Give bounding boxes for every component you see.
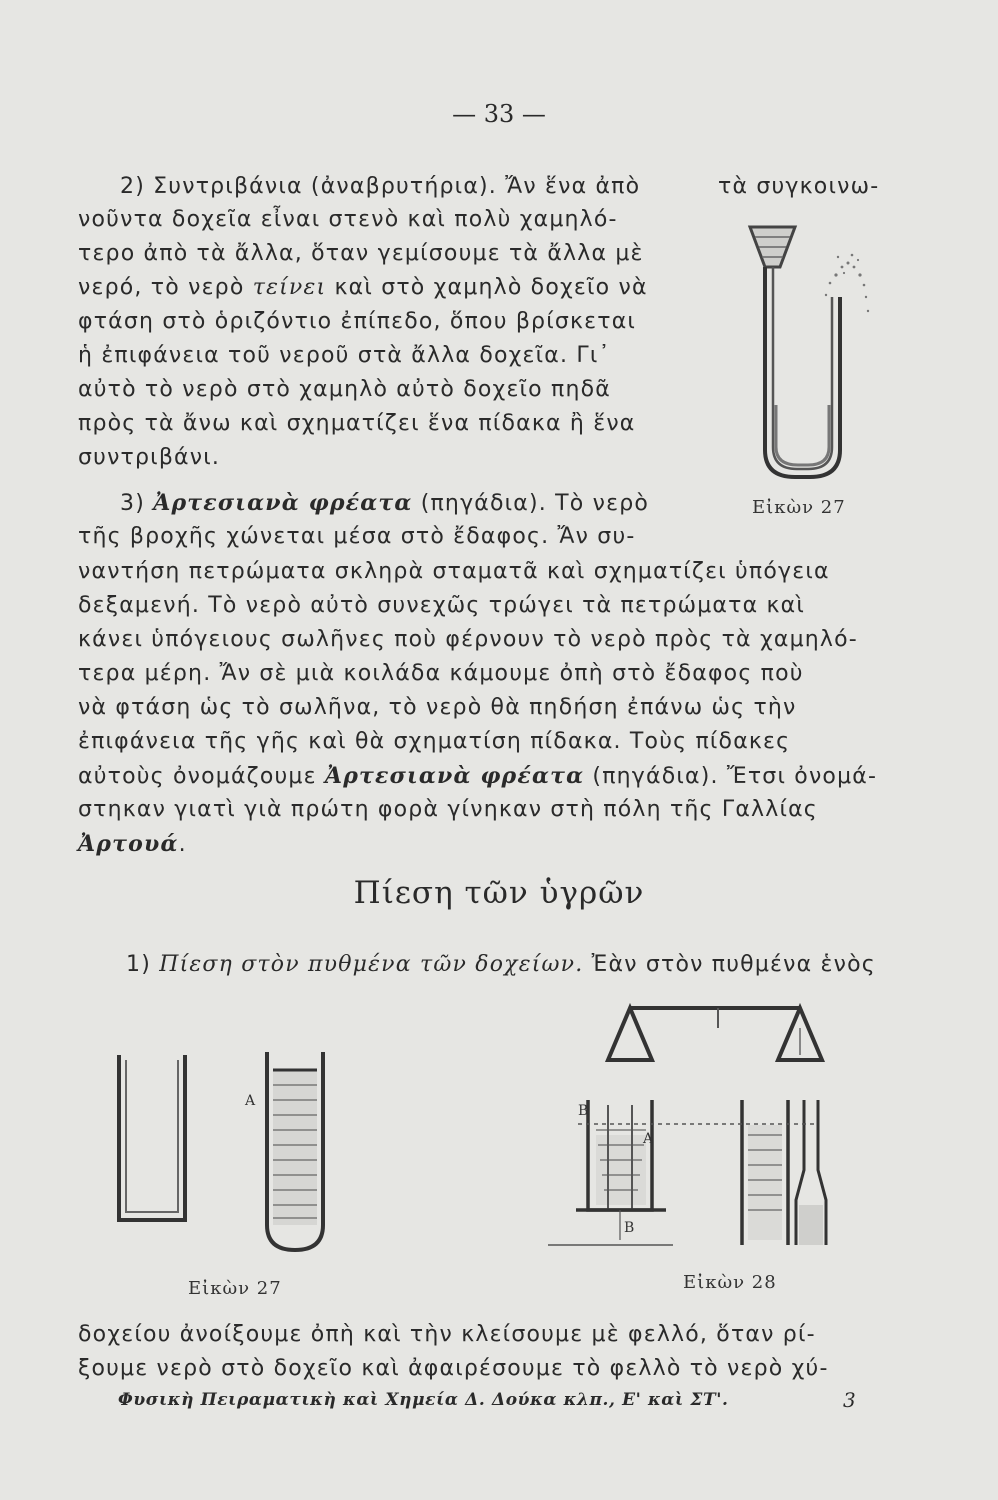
- figure-caption: Εἰκὼν 27: [752, 497, 846, 518]
- text-span: .: [178, 832, 187, 857]
- text-span: αὐτοὺς ὀνομάζουμε: [78, 764, 325, 789]
- text-span: νερό, τὸ νερὸ: [78, 275, 253, 300]
- text-line: [120, 488, 649, 519]
- text-line: πρὸς τὰ ἄνω καὶ σχηματίζει ἕνα πίδακα ἢ ἕνα: [78, 411, 636, 436]
- text-line: φτάση στὸ ὁριζόντιο ἐπίπεδο, ὅπου βρίσκεται: [78, 309, 637, 334]
- label-B: Β: [624, 1220, 635, 1236]
- text-line: δοχείου ἀνοίξουμε ὀπὴ καὶ τὴν κλείσουμε μὲ φελλό, ὅταν ρί-: [78, 1322, 816, 1347]
- text-line: [78, 273, 648, 303]
- text-line: ἐπιφάνεια τῆς γῆς καὶ θὰ σχηματίση πίδακα. Τοὺς πίδακες: [78, 729, 791, 754]
- text-line: τερα μέρη. Ἄν σὲ μιὰ κοιλάδα κάμουμε ὀπὴ στὸ ἔδαφος ποὺ: [78, 661, 804, 686]
- text-line: ξουμε νερὸ στὸ δοχεῖο καὶ ἀφαιρέσουμε τὸ φελλὸ τὸ νερὸ χύ-: [78, 1356, 829, 1381]
- text-span: (πηγάδια). Τὸ νερὸ: [412, 491, 650, 516]
- emphasis-text: Ἀρτουά: [78, 831, 179, 857]
- text-line: στηκαν γιατὶ γιὰ πρώτη φορὰ γίνηκαν στὴ πόλη τῆς Γαλλίας: [78, 797, 818, 822]
- text-span: 1): [126, 952, 160, 977]
- text-line: 2) Συντριβάνια (ἀναβρυτήρια). Ἄν ἕνα ἀπὸ: [120, 174, 641, 199]
- label-A: Α: [245, 1093, 256, 1109]
- page-number: — 33 —: [452, 100, 546, 128]
- text-line: ναντήση πετρώματα σκληρὰ σταματᾶ καὶ σχηματίζει ὑπόγεια: [78, 559, 830, 584]
- section-heading: Πίεση τῶν ὑγρῶν: [353, 875, 645, 911]
- text-line: ἡ ἐπιφάνεια τοῦ νεροῦ στὰ ἄλλα δοχεῖα. Γι᾿: [78, 343, 611, 368]
- text-span: (πηγάδια). Ἔτσι ὀνομά-: [584, 764, 878, 789]
- emphasis-text: Ἀρτεσιανὰ φρέατα: [153, 490, 413, 516]
- emphasis-text: τείνει: [252, 275, 327, 300]
- text-line: τὰ συγκοινω-: [718, 174, 880, 199]
- label-B: Β: [578, 1103, 589, 1119]
- fountain-figure: [740, 205, 900, 495]
- label-A: Α: [643, 1131, 654, 1147]
- text-line: αὐτὸ τὸ νερὸ στὸ χαμηλὸ αὐτὸ δοχεῖο πηδᾶ: [78, 377, 611, 402]
- text-span: 3): [120, 491, 154, 516]
- text-span: Ἐὰν στὸν πυθμένα ἑνὸς: [583, 952, 876, 977]
- text-line: νὰ φτάση ὡς τὸ σωλῆνα, τὸ νερὸ θὰ πηδήση ἐπάνω ὡς τὴν: [78, 695, 797, 720]
- balance-figure: [548, 1000, 848, 1250]
- text-line: [126, 950, 876, 980]
- emphasis-text: Πίεση στὸν πυθμένα τῶν δοχείων.: [159, 952, 584, 977]
- text-line: κάνει ὑπόγειους σωλῆνες ποὺ φέρνουν τὸ νερὸ πρὸς τὰ χαμηλό-: [78, 627, 858, 652]
- figure-caption: Εἰκὼν 28: [683, 1272, 777, 1293]
- text-line: δεξαμενή. Τὸ νερὸ αὐτὸ συνεχῶς τρώγει τὰ πετρώματα καὶ: [78, 593, 805, 618]
- text-line: νοῦντα δοχεῖα εἶναι στενὸ καὶ πολὺ χαμηλό-: [78, 207, 618, 232]
- figure-caption: Εἰκὼν 27: [188, 1278, 282, 1299]
- tubes-figure: [105, 1040, 340, 1270]
- text-line: τερο ἀπὸ τὰ ἄλλα, ὅταν γεμίσουμε τὰ ἄλλα μὲ: [78, 241, 644, 266]
- emphasis-text: Ἀρτεσιανὰ φρέατα: [324, 763, 585, 789]
- sheet-number: 3: [843, 1388, 856, 1412]
- text-line: [78, 829, 187, 860]
- text-line: συντριβάνι.: [78, 445, 221, 470]
- footer-signature: Φυσικὴ Πειραματικὴ καὶ Χημεία Δ. Δούκα κλπ., Ε' καὶ ΣΤ'.: [118, 1390, 729, 1410]
- text-line: [78, 761, 877, 792]
- text-line: τῆς βροχῆς χώνεται μέσα στὸ ἔδαφος. Ἄν συ-: [78, 524, 636, 549]
- text-span: καὶ στὸ χαμηλὸ δοχεῖο νὰ: [326, 275, 648, 300]
